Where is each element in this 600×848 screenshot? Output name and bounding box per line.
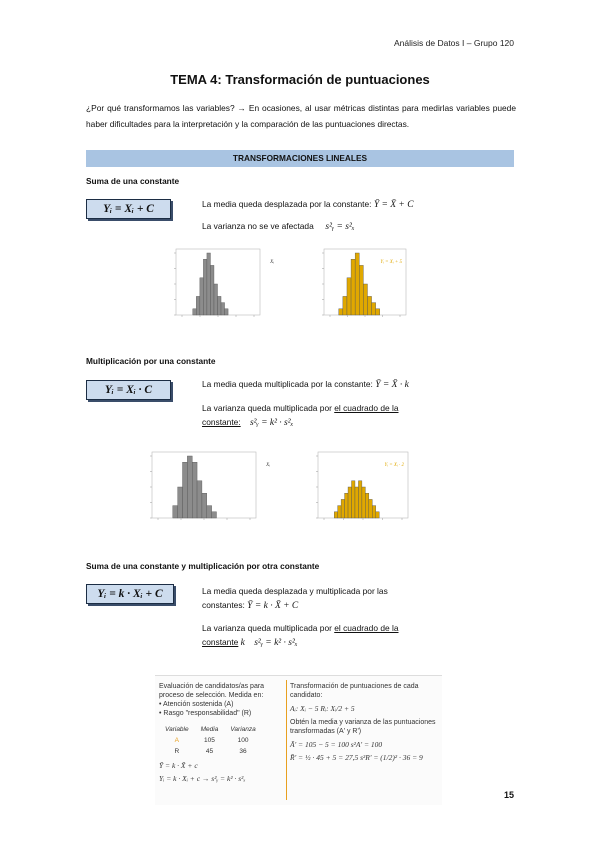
histogram-bar [363, 284, 367, 315]
mean-label: La media queda desplazada por la constante: [202, 199, 372, 209]
histogram-bar [345, 493, 348, 518]
variance-label: La varianza queda multiplicada por [202, 623, 332, 633]
histogram-bar [196, 296, 200, 315]
histogram-bar [202, 493, 207, 518]
inset-left-title: Evaluación de candidatos/as para proceso de selección. Medida en: [159, 683, 265, 699]
histogram-bar [365, 493, 368, 518]
mean-label-2: constantes: [202, 600, 245, 610]
chart-title: Xᵢ [266, 463, 270, 468]
histogram-bar [192, 462, 197, 518]
page-title: TEMA 4: Transformación de puntuaciones [170, 72, 430, 87]
inset-right-eq-3: R̄' = ½ · 45 + 5 = 27,5 s²R' = (1/2)² · 36 = 9 [290, 753, 423, 762]
histogram-bar [341, 499, 344, 518]
histogram-bar [376, 309, 380, 315]
histogram-bar [334, 512, 337, 518]
inset-right-eq-2: Ā' = 105 − 5 = 100 s²A' = 100 [290, 740, 383, 749]
constant-k: k [240, 638, 245, 648]
histogram-bar [187, 456, 192, 518]
section-heading-both: Suma de una constante y multiplicación por otra constante [86, 561, 320, 571]
variance-label: La varianza queda multiplicada por [202, 403, 332, 413]
mean-label: La media queda desplazada y multiplicada por las [202, 586, 388, 596]
histogram-y2 [302, 446, 428, 532]
variance-underline: el cuadrado de la [334, 623, 399, 633]
table-cell: 45 [205, 748, 214, 755]
histogram-bar [367, 296, 371, 315]
variance-label: La varianza no se ve afectada [202, 221, 314, 231]
histogram-bar [369, 499, 372, 518]
inset-right-title: Transformación de puntuaciones de cada candidato: [290, 683, 419, 699]
histogram-bar [348, 487, 351, 518]
inset-right [290, 682, 440, 762]
histogram-bar [359, 265, 363, 315]
inset-right-sub: Obtén la media y varianza de las puntuaciones transformadas (A' y R') [290, 719, 436, 735]
table-cell: A [174, 737, 179, 744]
histogram-bar [212, 512, 217, 518]
table-cell: R [174, 748, 180, 755]
histogram-bar [193, 309, 197, 315]
variance-text-both [202, 621, 442, 650]
mean-formula: Ȳ = k · X̄ + C [247, 601, 299, 611]
variance-text-mult [202, 401, 442, 430]
histogram-bar [221, 303, 225, 315]
table-header: Varianza [230, 726, 256, 733]
histogram-bar [355, 253, 359, 315]
mean-formula: Ȳ = X̄ · k [375, 380, 409, 390]
mean-formula: Ȳ = X̄ + C [373, 200, 414, 210]
section-heading-mult: Multiplicación por una constante [86, 356, 216, 366]
inset-divider [286, 680, 287, 800]
variance-formula: s²ᵧ = s²ₓ [325, 222, 355, 232]
histogram-bar [178, 487, 183, 518]
inset-bullet-1: • Atención sostenida (A) [159, 701, 234, 708]
inset-left-eq-1: Ȳ = k · X̄ + c [159, 761, 198, 770]
section-banner: TRANSFORMACIONES LINEALES [86, 150, 514, 167]
example-inset [155, 675, 442, 805]
histogram-bar [225, 309, 229, 315]
mean-text-mult [202, 377, 447, 392]
variance-underline-2: constante: [202, 417, 241, 427]
table-row [159, 735, 262, 746]
variance-underline-2: constante [202, 637, 239, 647]
histogram-bar [343, 296, 347, 315]
histogram-bar [338, 506, 341, 518]
histogram-bar [197, 481, 202, 518]
mean-text-both [202, 584, 447, 613]
page-number: 15 [503, 790, 514, 800]
histogram-bar [217, 296, 221, 315]
variance-formula: s²ᵧ = k² · s²ₓ [254, 638, 298, 648]
inset-table [159, 724, 262, 757]
histogram-bar [210, 265, 214, 315]
histogram-bar [200, 278, 204, 315]
histogram-bar [355, 487, 358, 518]
histogram-y1 [308, 243, 426, 329]
histogram-x1 [160, 243, 280, 329]
table-cell: 100 [237, 737, 249, 744]
histogram-bar [352, 481, 355, 518]
histogram-bar [207, 506, 212, 518]
formula-box-both: Yᵢ = k · Xᵢ + C [86, 584, 174, 604]
histogram-bar [372, 506, 375, 518]
variance-underline: el cuadrado de la [334, 403, 399, 413]
histogram-bar [347, 278, 351, 315]
histogram-bar [339, 309, 343, 315]
inset-bullet-2: • Rasgo "responsabilidad" (R) [159, 710, 252, 717]
table-header: Variable [165, 726, 189, 733]
histogram-bar [372, 303, 376, 315]
histogram-bar [376, 512, 379, 518]
section-heading-suma: Suma de una constante [86, 176, 180, 186]
table-row [159, 746, 262, 757]
histogram-x2 [136, 446, 276, 532]
histogram-bar [173, 506, 178, 518]
table-header: Media [200, 726, 219, 733]
histogram-bar [183, 462, 188, 518]
chart-title: Xᵢ [270, 260, 274, 265]
table-cell: 36 [239, 748, 247, 755]
histogram-bar [214, 284, 218, 315]
inset-left [159, 682, 287, 783]
chart-title: Yᵢ = Xᵢ + 5 [380, 260, 402, 265]
table-cell: 105 [204, 737, 215, 744]
formula-box-mult: Yᵢ = Xᵢ · C [86, 380, 171, 400]
variance-text-suma [202, 219, 447, 234]
histogram-bar [362, 487, 365, 518]
histogram-bar [351, 259, 355, 315]
chart-title: Yᵢ = Xᵢ · 2 [384, 463, 404, 468]
variance-formula: s²ᵧ = k² · s²ₓ [249, 418, 294, 428]
formula-box-suma: Yᵢ = Xᵢ + C [86, 199, 171, 219]
histogram-bar [203, 259, 207, 315]
histogram-bar [207, 253, 211, 315]
inset-left-eq-2: Yᵢ = k · Xᵢ + c → s²ᵧ = k² · s²ₓ [159, 774, 246, 783]
intro-paragraph: ¿Por qué transformamos las variables? → En ocasiones, al usar métricas distintas para medirlas variables puede haber dificultades para la interpretación y la comparación de las puntuaciones directas. [86, 103, 516, 129]
mean-text-suma [202, 197, 447, 212]
running-header: Análisis de Datos I – Grupo 120 [393, 38, 514, 48]
mean-label: La media queda multiplicada por la constante: [202, 379, 373, 389]
inset-right-eq-1: Aᵢ: Xᵢ − 5 Rᵢ: Xᵢ/2 + 5 [290, 704, 355, 713]
histogram-bar [358, 481, 361, 518]
